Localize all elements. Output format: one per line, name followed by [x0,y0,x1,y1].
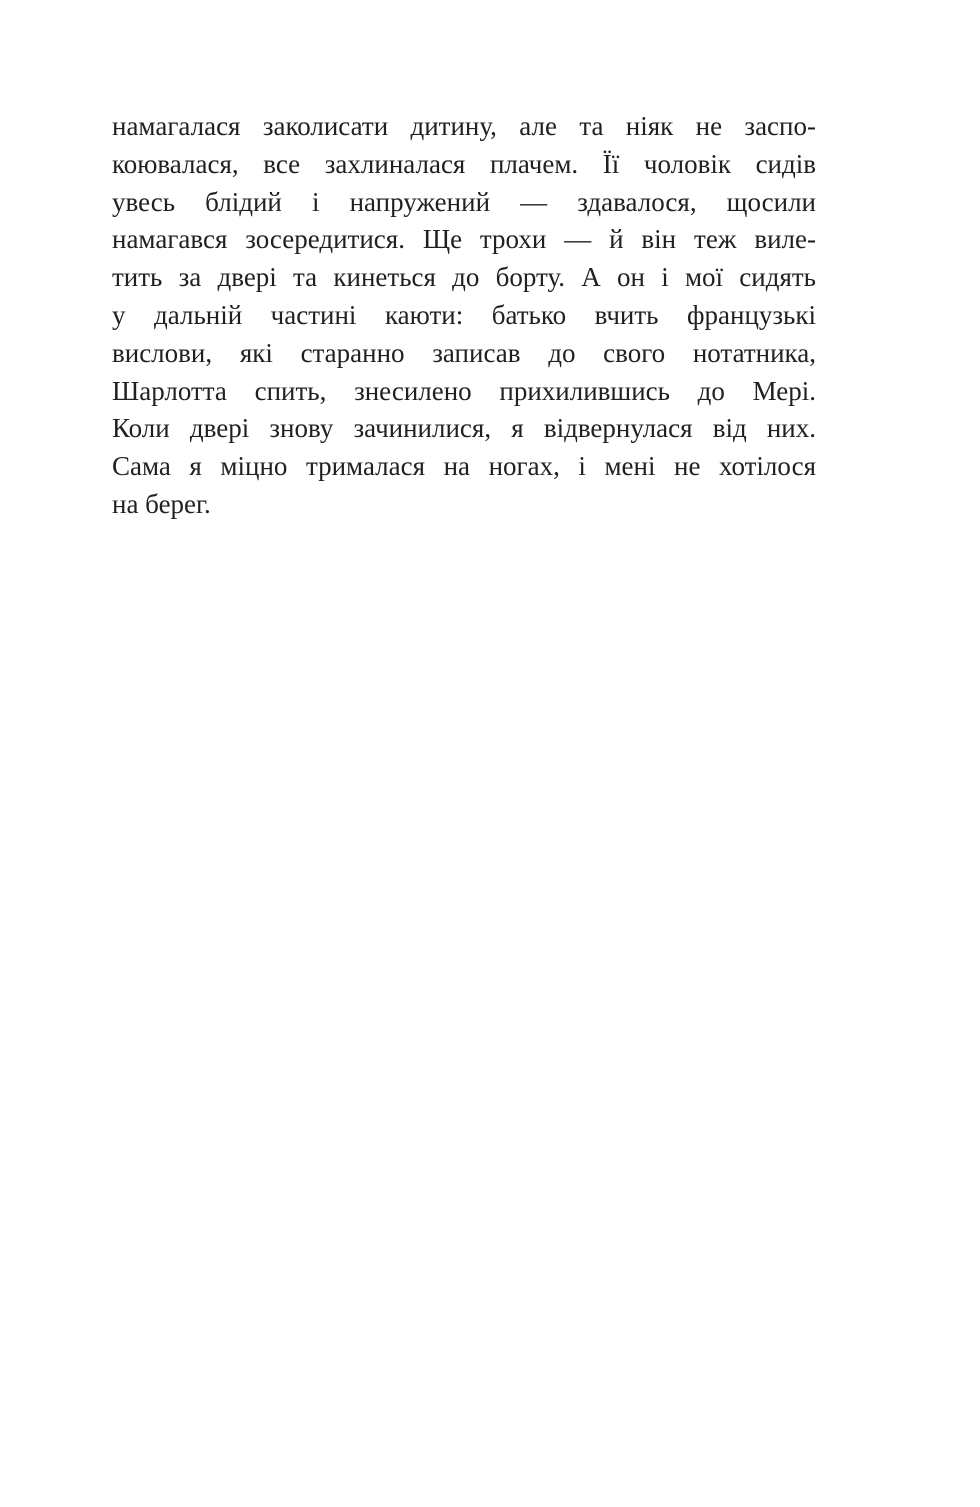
body-text [112,108,816,524]
text-line: Коли двері знову зачинилися, я відвернулася від них. [112,413,816,444]
text-line: на берег. [112,488,211,519]
text-line: Сама я міцно трималася на ногах, і мені не хотілося [112,451,816,482]
text-line: тить за двері та кинеться до борту. А он і мої сидять [112,262,816,293]
text-line: коювалася, все захлиналася плачем. Її чоловік сидів [112,148,816,179]
text-line: вислови, які старанно записав до свого нотатника, [112,337,816,368]
text-line: у дальній частині каюти: батько вчить французькі [112,299,816,330]
text-line: намагалася заколисати дитину, але та ніяк не заспо- [112,111,816,141]
text-line: Шарлотта спить, знесилено прихилившись до Мері. [112,375,816,406]
text-line: намагався зосередитися. Ще трохи — й він теж виле- [112,224,816,255]
text-line: увесь блідий і напружений — здавалося, щосили [112,186,816,217]
